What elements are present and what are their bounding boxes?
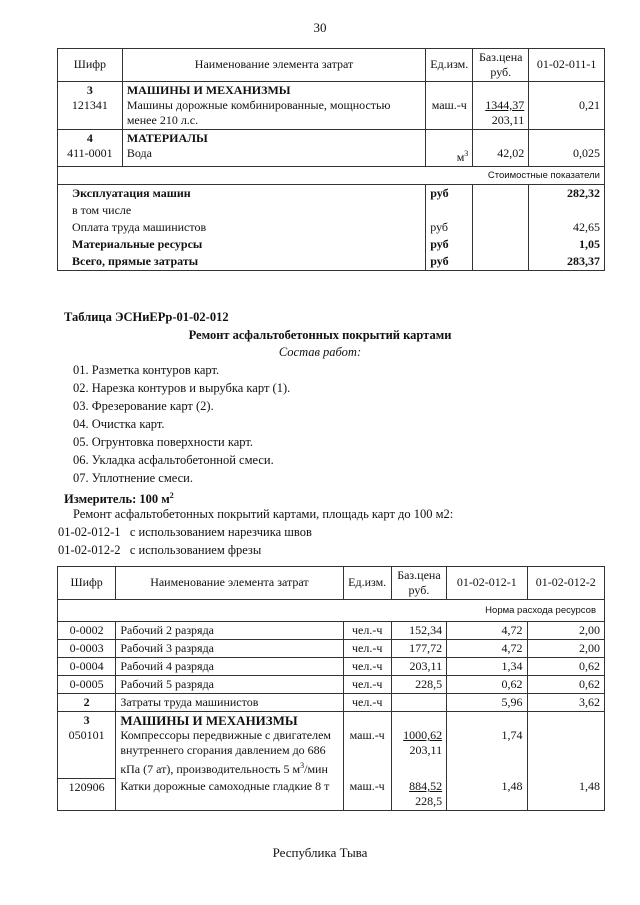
work-item: 01. Разметка контуров карт.	[73, 363, 220, 377]
row-name: Рабочий 2 разряда	[116, 622, 343, 640]
summary-unit: руб	[426, 185, 473, 203]
summary-value: 1,05	[529, 236, 605, 253]
row-unit: маш.-ч	[343, 712, 391, 779]
meter-sup: 2	[169, 491, 174, 500]
page-number: 30	[313, 20, 327, 35]
row-code: 121341	[71, 98, 108, 112]
row-price-top: 1344,37	[485, 98, 525, 112]
cost-label-row	[58, 167, 605, 185]
work-item: 03. Фрезерование карт (2).	[73, 399, 214, 413]
variant-1	[58, 523, 312, 541]
header-code: Шифр	[58, 567, 116, 600]
summary-price	[473, 202, 529, 219]
table-row	[58, 658, 605, 676]
summary-price	[473, 236, 529, 253]
unit-sup: 3	[300, 761, 305, 770]
row-unit: маш.-ч	[343, 778, 391, 811]
row-name-cell	[122, 130, 425, 167]
row-unit: чел.-ч	[343, 676, 391, 694]
summary-name: Всего, прямые затраты	[58, 253, 426, 271]
row-value-1: 0,62	[447, 676, 527, 694]
summary-value: 282,32	[529, 185, 605, 203]
row-code: 0-0002	[58, 622, 116, 640]
table-header-row	[58, 567, 605, 600]
row-value-1: 1,74	[447, 712, 527, 779]
summary-unit: руб	[426, 219, 473, 236]
work-item: 02. Нарезка контуров и вырубка карт (1).	[73, 381, 291, 395]
section-num-text: 3	[86, 83, 93, 97]
header-name: Наименование элемента затрат	[122, 49, 425, 82]
row-value-2: 0,62	[527, 658, 604, 676]
table-row	[58, 676, 605, 694]
summary-name: Материальные ресурсы	[58, 236, 426, 253]
summary-row	[58, 202, 605, 219]
summary-row	[58, 219, 605, 236]
section-title: МАТЕРИАЛЫ	[126, 131, 208, 145]
header-price: Баз.цена руб.	[391, 567, 446, 600]
row-name	[120, 728, 338, 777]
cost-label: Стоимостные показатели	[58, 167, 605, 185]
row-value-2: 2,00	[527, 640, 604, 658]
summary-row	[58, 236, 605, 253]
row-name: Рабочий 3 разряда	[116, 640, 343, 658]
summary-value: 42,65	[529, 219, 605, 236]
variant-text: с использованием фрезы	[129, 543, 262, 557]
row-code: 0-0005	[58, 676, 116, 694]
row-value-2: 3,62	[527, 694, 604, 712]
work-item: 06. Укладка асфальтобетонной смеси.	[73, 453, 274, 467]
machine-name-end: /мин	[304, 762, 328, 776]
row-value-1: 1,34	[447, 658, 527, 676]
resource-table-1	[57, 48, 605, 271]
row-price-bottom: 203,11	[409, 743, 443, 757]
section-title: МАШИНЫ И МЕХАНИЗМЫ	[120, 713, 298, 728]
summary-unit: руб	[426, 236, 473, 253]
row-price-cell	[391, 778, 446, 811]
row-price-bottom: 228,5	[415, 794, 443, 808]
summary-value	[529, 202, 605, 219]
row-code: 120906	[58, 778, 116, 811]
meter-text: Измеритель: 100 м	[64, 492, 170, 507]
row-price: 203,11	[391, 658, 446, 676]
row-unit: маш.-ч	[426, 82, 473, 130]
row-name-cell	[116, 712, 343, 779]
row-name: Рабочий 5 разряда	[116, 676, 343, 694]
table-row	[58, 640, 605, 658]
row-name: Катки дорожные самоходные гладкие 8 т	[116, 778, 343, 811]
norm-label: Норма расхода ресурсов	[58, 600, 605, 622]
row-value: 0,025	[529, 130, 605, 167]
header-rate: 01-02-011-1	[529, 49, 605, 82]
machine-name: Компрессоры передвижные с двигателем внутреннего сгорания давлением до 686 кПа (7 ат), производительность 5 м	[120, 728, 331, 776]
row-unit: чел.-ч	[343, 622, 391, 640]
summary-value: 283,37	[529, 253, 605, 271]
summary-name: Эксплуатация машин	[58, 185, 426, 203]
unit-text: м	[456, 150, 465, 164]
section-num-text: 3	[83, 713, 90, 727]
variant-code: 01-02-012-1	[58, 525, 121, 539]
section-row	[58, 82, 605, 130]
header-price: Баз.цена руб.	[473, 49, 529, 82]
header-rate-2: 01-02-012-2	[527, 567, 604, 600]
row-value: 0,21	[529, 82, 605, 130]
section-title: МАШИНЫ И МЕХАНИЗМЫ	[126, 83, 291, 97]
header-code: Шифр	[58, 49, 123, 82]
table-row	[58, 778, 605, 811]
resource-table-2	[57, 566, 605, 811]
section-num-text: 4	[86, 131, 93, 145]
header-unit: Ед.изм.	[426, 49, 473, 82]
table-header-row	[58, 49, 605, 82]
unit-sup: 3	[464, 149, 469, 158]
section-number	[58, 130, 123, 167]
section-heading: Ремонт асфальтобетонных покрытий картами	[188, 328, 452, 342]
row-value-2: 0,62	[527, 676, 604, 694]
variant-code: 01-02-012-2	[58, 543, 121, 557]
row-unit: чел.-ч	[343, 640, 391, 658]
row-value-2: 1,48	[527, 778, 604, 811]
row-value-1: 4,72	[447, 640, 527, 658]
summary-row	[58, 253, 605, 271]
summary-name: Оплата труда машинистов	[58, 219, 426, 236]
row-price-top: 1000,62	[403, 728, 443, 742]
table-row	[58, 622, 605, 640]
row-code: 411-0001	[67, 146, 113, 160]
row-price: 152,34	[391, 622, 446, 640]
works-title: Состав работ:	[278, 345, 362, 359]
row-price: 42,02	[473, 130, 529, 167]
summary-price	[473, 219, 529, 236]
row-unit: чел.-ч	[343, 694, 391, 712]
work-item: 07. Уплотнение смеси.	[73, 471, 193, 485]
row-price: 177,72	[391, 640, 446, 658]
row-price-bottom: 203,11	[491, 113, 525, 127]
row-unit: чел.-ч	[343, 658, 391, 676]
row-price: 228,5	[391, 676, 446, 694]
drivers-row	[58, 694, 605, 712]
row-name: Затраты труда машинистов	[116, 694, 343, 712]
summary-unit	[426, 202, 473, 219]
description: Ремонт асфальтобетонных покрытий картами, площадь карт до 100 м2:	[73, 507, 454, 521]
row-name: Рабочий 4 разряда	[116, 658, 343, 676]
row-value-1: 5,96	[447, 694, 527, 712]
row-value-2: 2,00	[527, 622, 604, 640]
row-code: 0-0004	[58, 658, 116, 676]
row-name: Вода	[126, 146, 152, 160]
row-value-1: 4,72	[447, 622, 527, 640]
row-price-cell	[391, 712, 446, 779]
header-rate-1: 01-02-012-1	[447, 567, 527, 600]
footer-region: Республика Тыва	[272, 845, 368, 860]
summary-price	[473, 185, 529, 203]
row-name-cell	[122, 82, 425, 130]
row-unit	[426, 130, 473, 167]
summary-unit: руб	[426, 253, 473, 271]
table-title: Таблица ЭСНиЕРр-01-02-012	[64, 310, 229, 324]
summary-price	[473, 253, 529, 271]
variant-2	[58, 541, 261, 559]
row-price-top: 884,52	[409, 779, 443, 793]
row-code: 050101	[68, 728, 105, 742]
row-name: Машины дорожные комбинированные, мощностью менее 210 л.с.	[126, 98, 391, 127]
row-code: 0-0003	[58, 640, 116, 658]
summary-name: в том числе	[58, 202, 426, 219]
section-number	[58, 712, 116, 779]
header-name: Наименование элемента затрат	[116, 567, 343, 600]
section-number	[58, 82, 123, 130]
row-price	[391, 694, 446, 712]
row-value-1: 1,48	[447, 778, 527, 811]
header-unit: Ед.изм.	[343, 567, 391, 600]
row-code: 2	[58, 694, 116, 712]
row-value-2	[527, 712, 604, 779]
row-price-cell	[473, 82, 529, 130]
variant-text: с использованием нарезчика швов	[129, 525, 312, 539]
section-row	[58, 712, 605, 779]
norm-label-row	[58, 600, 605, 622]
summary-row	[58, 185, 605, 203]
work-item: 05. Огрунтовка поверхности карт.	[73, 435, 253, 449]
section-row	[58, 130, 605, 167]
works-list	[73, 361, 290, 487]
work-item: 04. Очистка карт.	[73, 417, 165, 431]
